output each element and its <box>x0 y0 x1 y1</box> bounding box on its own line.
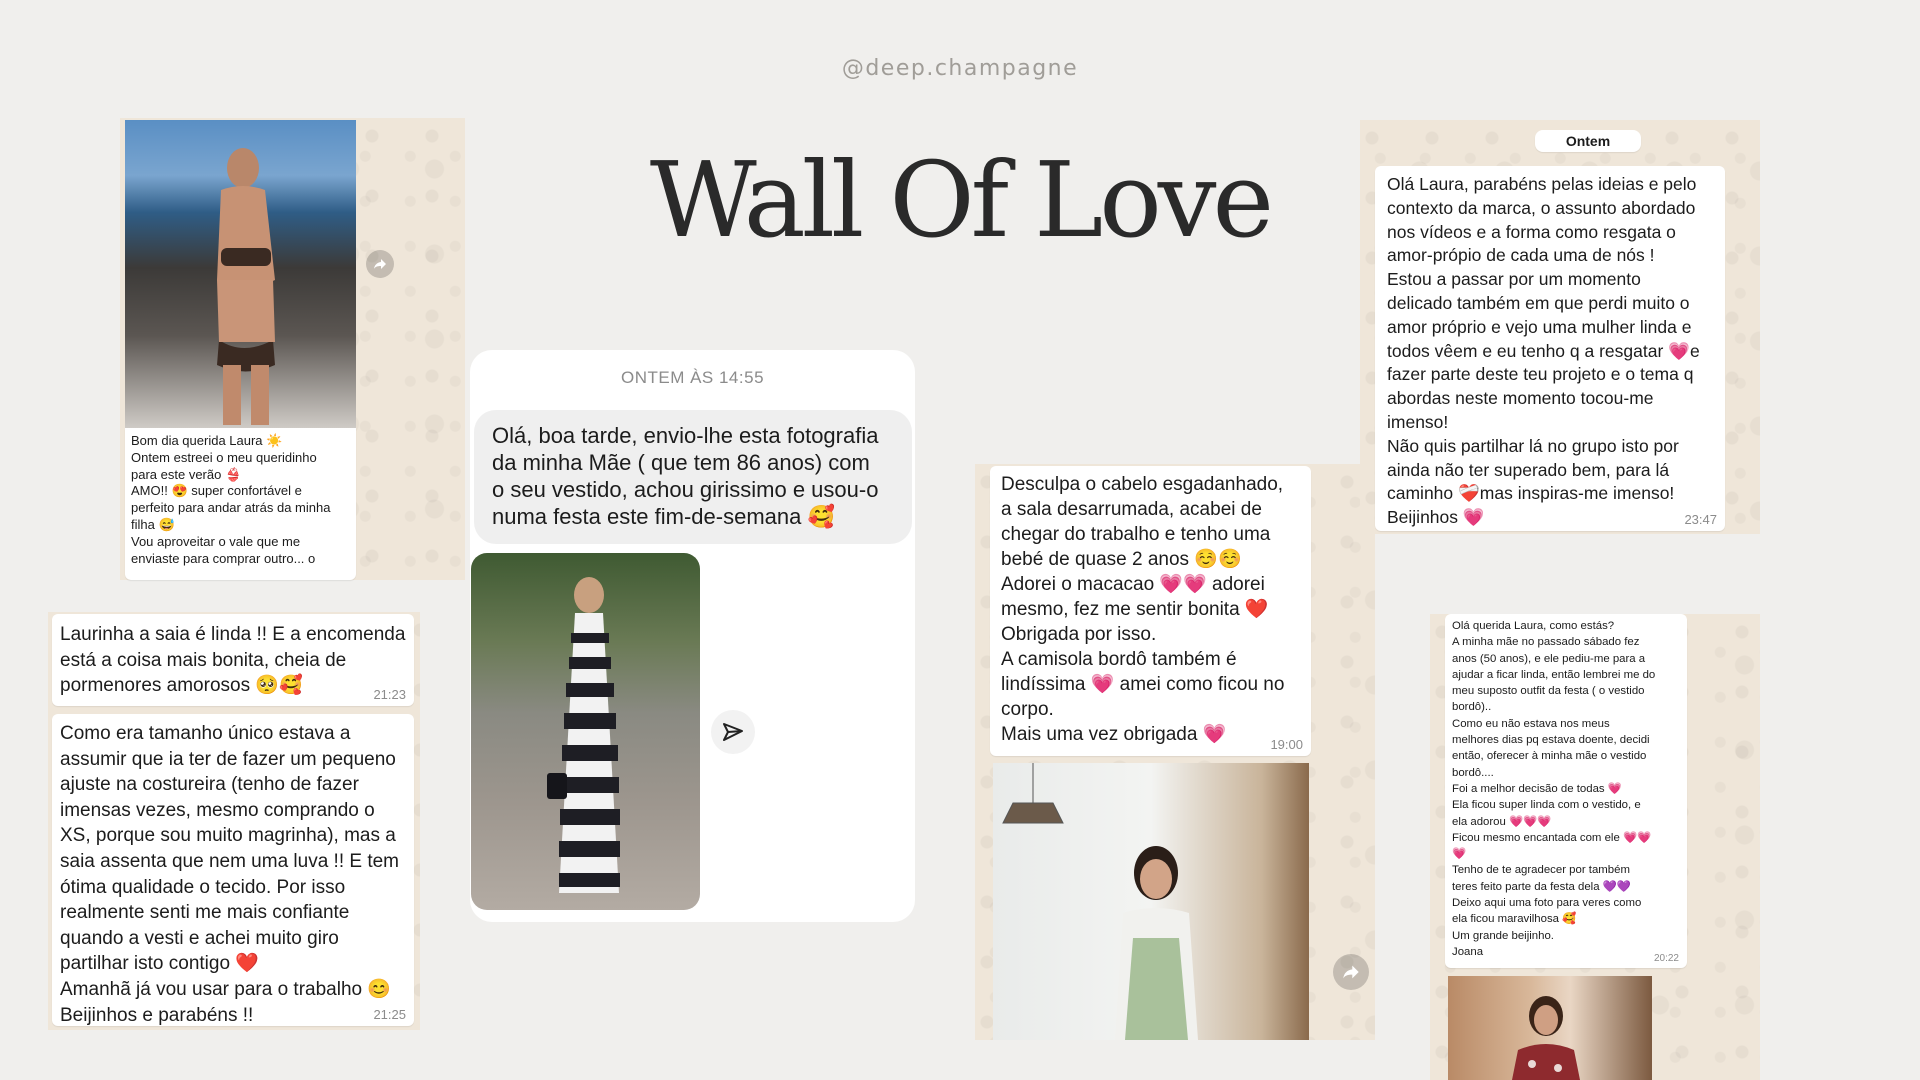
macacao-message-bubble <box>990 466 1311 756</box>
send-icon <box>722 721 744 743</box>
saia-long-text: Como era tamanho único estava a assumir que ia ter de fazer um pequeno ajuste na costureira (tenho de fazer imensas vezes, mesmo comprando o XS, porque sou muito magrinha), mas a saia assenta que nem uma luva !! E tem ótima qualidade o tecido. Por isso realmente senti me mais confiante quando a vesti e achei muito giro partilhar isto contigo ❤️ Amanhã já vou usar para o trabalho 😊 Beijinhos e parabéns !! <box>60 723 400 1026</box>
chat-card-amor-proprio <box>1360 120 1760 534</box>
bikini-message-bubble <box>125 428 356 580</box>
dm-message-text: Olá, boa tarde, envio-lhe esta fotografia da minha Mãe ( que tem 86 anos) com o seu vestido, achou girissimo e usou-o numa festa este fim-de-semana 🥰 <box>492 423 879 529</box>
woman-red-dress-illustration <box>1448 976 1652 1080</box>
dm-timestamp: ONTEM ÀS 14:55 <box>620 368 765 387</box>
forward-icon[interactable] <box>366 250 394 278</box>
joana-message-text: Olá querida Laura, como estás? A minha mãe no passado sábado fez anos (50 anos), e ele pediu-me para a ajudar a ficar linda, então lembrei me do meu suposto outfit da festa ( o vestido bordô).. Como eu não estava nos meus melhores dias pq estava doente, decidi então, oferecer à minha mãe o vestido bordô.... Foi a melhor decisão de todas 💗 Ela ficou super linda com o vestido, e ela adorou 💗💗💗 Ficou mesmo encantada com ele 💗💗 💗 Tenho de te agradecer por também teres feito parte da festa dela 💜💜 Deixo aqui uma foto para veres como ela ficou maravilhosa 🥰 Um grande beijinho. Joana <box>1452 620 1656 958</box>
chat-card-macacao <box>975 464 1375 1040</box>
saia-short-text: Laurinha a saia é linda !! E a encomenda está a coisa mais bonita, cheia de pormenores amorosos 🥺🥰 <box>60 624 406 696</box>
woman-overall-illustration <box>993 763 1309 1040</box>
chat-card-joana <box>1430 614 1760 1080</box>
instagram-dm-card <box>470 350 915 922</box>
bikini-message-text: Bom dia querida Laura ☀️ Ontem estreei o meu queridinho para este verão 👙 AMO!! 😍 super confortável e perfeito para andar atrás da minha filha 😅 Vou aproveitar o vale que me enviaste para comprar outro... o <box>131 433 331 566</box>
chat-card-saia <box>48 612 420 1030</box>
amor-proprio-bubble <box>1375 166 1725 531</box>
page-title: Wall Of Love <box>649 139 1271 261</box>
message-time: 23:47 <box>1684 512 1717 527</box>
share-button[interactable] <box>711 710 755 754</box>
bikini-photo <box>125 120 356 428</box>
date-chip <box>1535 130 1641 152</box>
macacao-photo <box>993 763 1309 1040</box>
chat-card-bikini <box>120 118 465 580</box>
message-time: 21:25 <box>373 1007 406 1022</box>
message-time: 20:22 <box>1653 953 1679 964</box>
joana-mother-photo <box>1448 976 1652 1080</box>
woman-figure-illustration <box>125 120 356 428</box>
dm-message-bubble <box>474 410 912 544</box>
message-time: 19:00 <box>1270 737 1303 752</box>
saia-short-bubble <box>52 614 414 706</box>
forward-icon[interactable] <box>1333 954 1369 990</box>
brand-handle: @deep.champagne <box>841 56 1079 81</box>
amor-proprio-text: Olá Laura, parabéns pelas ideias e pelo contexto da marca, o assunto abordado nos vídeos e a forma como resgata o amor-própio de cada uma de nós ! Estou a passar por um momento delicado também em que perdi muito o amor próprio e vejo uma mulher linda e todos vêem e eu tenho q a resgatar 💗e fazer parte deste teu projeto e o tema q abordas neste momento tocou-me imenso! Não quis partilhar lá no grupo isto por ainda não ter superado bem, para lá caminho ❤️‍🩹mas inspiras-me imenso! Beijinhos 💗 <box>1387 174 1700 528</box>
saia-long-bubble <box>52 714 414 1026</box>
joana-message-bubble <box>1445 614 1687 968</box>
macacao-message-text: Desculpa o cabelo esgadanhado, a sala desarrumada, acabei de chegar do trabalho e tenho uma bebé de quase 2 anos ☺️☺️ Adorei o macacao 💗💗 adorei mesmo, fez me sentir bonita ❤️ Obrigada por isso. A camisola bordô também é lindíssima 💗 amei como ficou no corpo. Mais uma vez obrigada 💗 <box>1001 474 1285 745</box>
mother-dress-photo <box>471 553 700 910</box>
message-time: 21:23 <box>373 687 406 702</box>
woman-dress-illustration <box>471 553 700 910</box>
date-chip-label: Ontem <box>1565 133 1611 149</box>
